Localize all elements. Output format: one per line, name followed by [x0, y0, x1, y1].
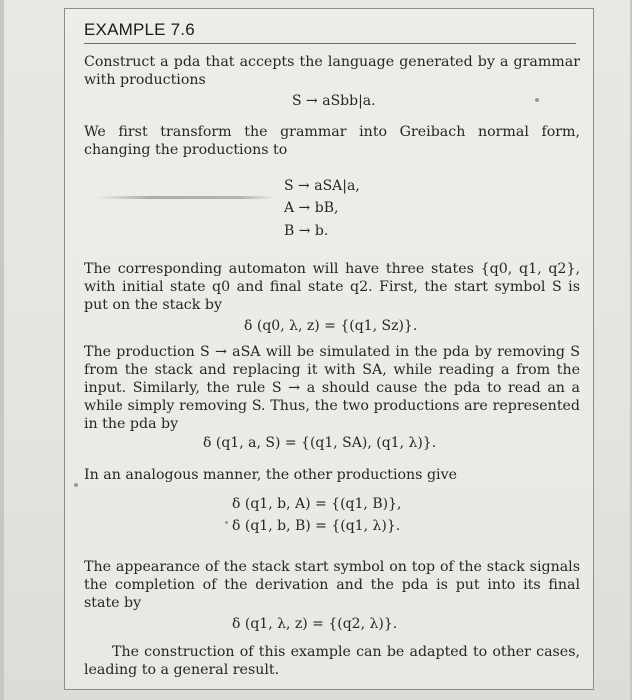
equation-delta-b: δ (q1, b, B) = {(q1, λ)}.: [232, 518, 401, 534]
scan-speck: [535, 98, 539, 102]
paragraph-intro: Construct a pda that accepts the language generated by a grammar with productions: [84, 54, 580, 88]
paragraph-analogous: In an analogous manner, the other productions give: [84, 467, 457, 483]
equation-grammar: S → aSbb|a.: [292, 93, 376, 109]
equation-delta-start: δ (q0, λ, z) = {(q1, Sz)}.: [244, 318, 418, 334]
heading-rule: [84, 43, 576, 44]
equation-gnf-2: A → bB,: [284, 200, 339, 216]
paragraph-automaton: The corresponding automaton will have three states {q0, q1, q2}, with initial state q0 and final state q2. First, the start symbol S is put on the stack by: [84, 261, 580, 313]
equation-delta-a: δ (q1, b, A) = {(q1, B)},: [232, 496, 402, 512]
paragraph-gnf: We first transform the grammar into Greibach normal form, changing the productions to: [84, 124, 580, 158]
paragraph-production: The production S → aSA will be simulated in the pda by removing S from the stack and replacing it with SA, while reading a from the input. Similarly, the rule S → a should cause the pda to read an a while simply removing S. Thus, the two productions are represented in the pda by: [84, 344, 580, 432]
scan-speck: [225, 521, 228, 524]
example-heading: EXAMPLE 7.6: [84, 20, 195, 39]
scan-speck: [74, 483, 78, 487]
equation-gnf-3: B → b.: [284, 223, 329, 239]
paragraph-conclusion: The construction of this example can be adapted to other cases, leading to a general result.: [84, 644, 580, 678]
equation-gnf-1: S → aSA|a,: [284, 178, 360, 194]
equation-delta-final: δ (q1, λ, z) = {(q2, λ)}.: [232, 616, 398, 632]
equation-delta-s: δ (q1, a, S) = {(q1, SA), (q1, λ)}.: [203, 435, 437, 451]
scan-smudge: [96, 196, 276, 199]
paragraph-completion: The appearance of the stack start symbol on top of the stack signals the completion of the derivation and the pda is put into its final state by: [84, 559, 580, 611]
